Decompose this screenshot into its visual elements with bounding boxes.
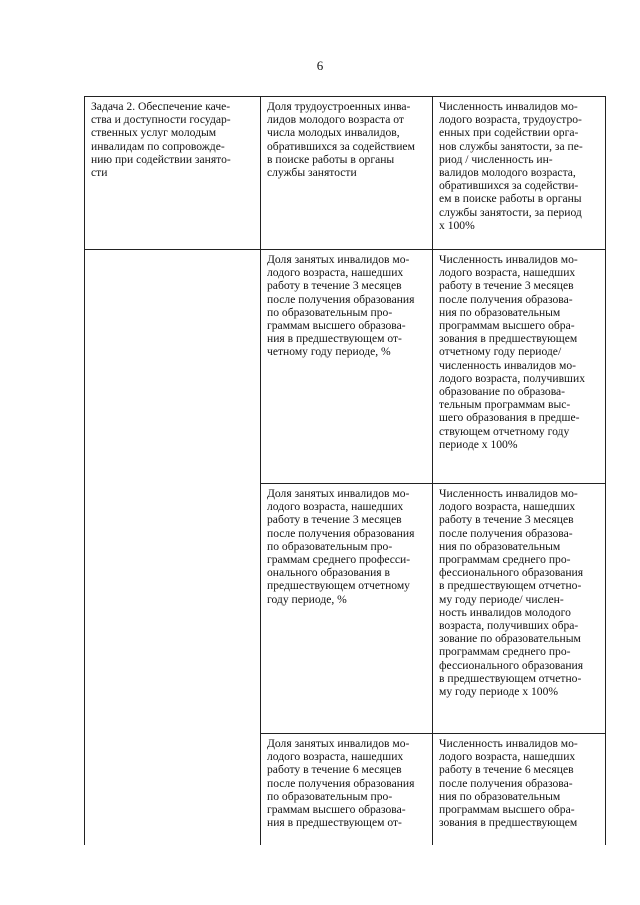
indicator-cell: Доля занятых инвалидов мо- лодого возраста, нашедших работу в течение 3 месяцев после получения образования по образовательным про- граммам среднего професси- онального образования в предшествующем отчетному году периоде, % <box>261 484 433 734</box>
formula-cell: Численность инвалидов мо- лодого возраста, трудоустро- енных при содействии орга- нов службы занятости, за пе- риод / численность ин- валидов молодого возраста, обратившихся за содействи- ем в поиске работы в органы службы занятости, за период х 100% <box>433 97 606 250</box>
table-row <box>85 484 606 734</box>
task-cell: Задача 2. Обеспечение каче- ства и доступности государ- ственных услуг молодым инвалидам по сопровожде- нию при содействии занято- сти <box>85 97 261 250</box>
table-row <box>85 734 606 846</box>
formula-cell: Численность инвалидов мо- лодого возраста, нашедших работу в течение 3 месяцев после получения образова- ния по образовательным программам высшего обра- зования в предшествующем отчетному году периоде/ численность инвалидов мо- лодого возраста, получивших образование по образова- тельным программам выс- шего образования в предше- ствующем отчетному году периоде х 100% <box>433 250 606 484</box>
formula-cell: Численность инвалидов мо- лодого возраста, нашедших работу в течение 6 месяцев после получения образова- ния по образовательным программам высшего обра- зования в предшествующем <box>433 734 606 846</box>
task-cell-continued <box>85 734 261 846</box>
task-cell-continued <box>85 250 261 484</box>
page-number: 6 <box>316 58 324 73</box>
indicator-cell: Доля трудоустроенных инва- лидов молодого возраста от числа молодых инвалидов, обратившихся за содействием в поиске работы в органы службы занятости <box>261 97 433 250</box>
formula-cell: Численность инвалидов мо- лодого возраста, нашедших работу в течение 3 месяцев после получения образова- ния по образовательным программам среднего про- фессионального образования в предшествующем отчетно- му году периоде/ числен- ность инвалидов молодого возраста, получивших обра- зование по образовательным программам среднего про- фессионального образования в предшествующем отчетно- му году периоде х 100% <box>433 484 606 734</box>
indicator-cell: Доля занятых инвалидов мо- лодого возраста, нашедших работу в течение 3 месяцев после получения образования по образовательным про- граммам высшего образова- ния в предшествующем от- четному году периоде, % <box>261 250 433 484</box>
indicators-table <box>84 96 606 845</box>
table-row <box>85 97 606 250</box>
indicator-cell: Доля занятых инвалидов мо- лодого возраста, нашедших работу в течение 6 месяцев после получения образования по образовательным про- граммам высшего образова- ния в предшествующем от- <box>261 734 433 846</box>
task-cell-continued <box>85 484 261 734</box>
table-row <box>85 250 606 484</box>
